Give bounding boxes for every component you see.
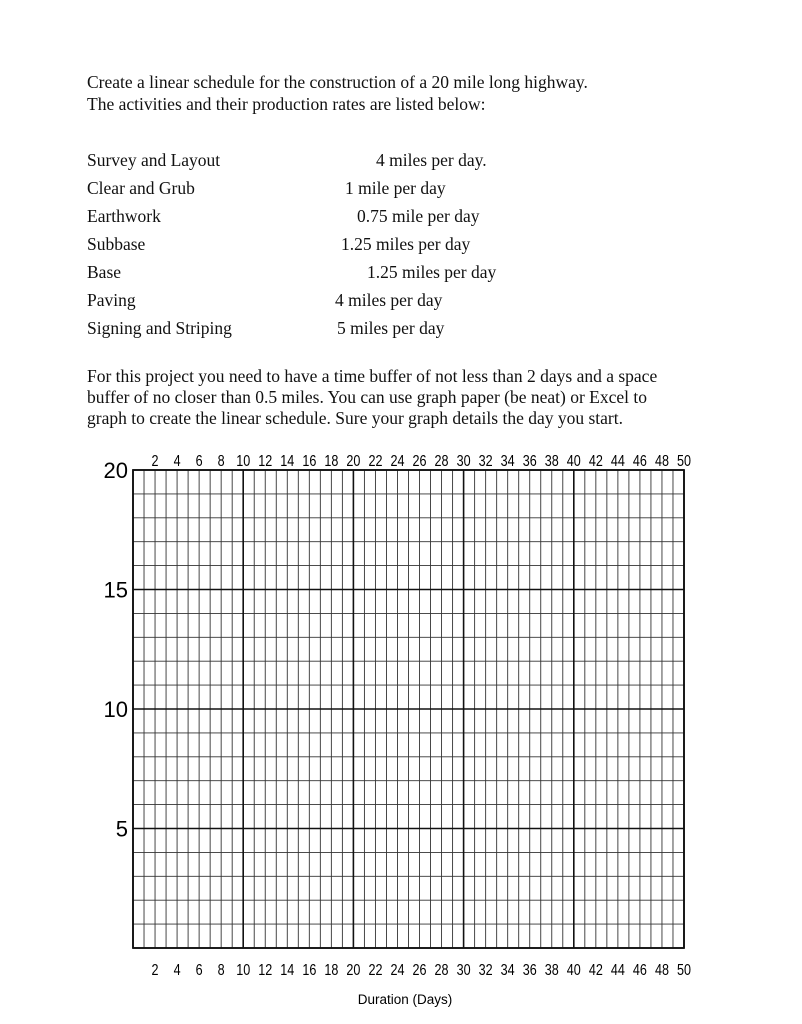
- x-tick-label-bottom: 48: [654, 962, 670, 979]
- activity-name: Clear and Grub: [87, 178, 195, 198]
- y-tick-label: 10: [103, 697, 128, 722]
- x-tick-label-top: 8: [217, 453, 225, 470]
- activity-name: Signing and Striping: [87, 318, 232, 338]
- x-tick-label-top: 40: [566, 453, 581, 470]
- x-tick-label-top: 30: [456, 453, 471, 470]
- x-tick-label-bottom: 14: [280, 962, 295, 979]
- activity-name: Survey and Layout: [87, 150, 221, 170]
- intro-text: [87, 71, 727, 115]
- x-tick-label-bottom: 46: [632, 962, 647, 979]
- y-tick-label: 5: [115, 816, 128, 842]
- x-tick-label-bottom: 18: [324, 962, 339, 979]
- x-tick-label-bottom: 44: [610, 962, 625, 979]
- x-tick-label-top: 20: [346, 453, 361, 470]
- x-tick-label-top: 26: [412, 453, 427, 470]
- x-tick-label-top: 44: [610, 453, 625, 470]
- y-ticks: [104, 458, 128, 842]
- x-tick-label-bottom: 36: [522, 962, 537, 979]
- instructions-line-3: graph to create the linear schedule. Sure your graph details the day you start.: [87, 408, 623, 428]
- x-axis-label: Duration (Days): [357, 992, 453, 1007]
- x-ticks-bottom: [152, 962, 692, 979]
- activity-name: Subbase: [87, 234, 146, 254]
- x-ticks-top: [152, 453, 692, 470]
- x-tick-label-top: 16: [302, 453, 317, 470]
- x-tick-label-bottom: 26: [412, 962, 427, 979]
- x-tick-label-top: 36: [522, 453, 537, 470]
- activity-rate: 4 miles per day: [335, 290, 443, 310]
- x-tick-label-top: 2: [151, 453, 159, 470]
- x-tick-label-bottom: 50: [677, 962, 692, 979]
- x-tick-label-bottom: 28: [434, 962, 449, 979]
- activity-rate: 1 mile per day: [345, 178, 446, 198]
- x-tick-label-top: 14: [280, 453, 295, 470]
- instructions-text: [87, 366, 727, 429]
- x-tick-label-top: 24: [390, 453, 405, 470]
- instructions-line-1: For this project you need to have a time buffer of not less than 2 days and a space: [87, 366, 658, 386]
- x-tick-label-bottom: 22: [368, 962, 383, 979]
- activity-rate: 0.75 mile per day: [357, 206, 480, 226]
- activity-rate: 1.25 miles per day: [367, 262, 497, 282]
- x-tick-label-bottom: 6: [195, 962, 203, 979]
- x-tick-label-top: 50: [677, 453, 692, 470]
- activity-name: Base: [87, 262, 122, 282]
- x-tick-label-bottom: 12: [258, 962, 273, 979]
- x-tick-label-top: 34: [500, 453, 515, 470]
- y-tick-label: 20: [103, 458, 128, 483]
- x-tick-label-bottom: 34: [500, 962, 515, 979]
- x-tick-label-top: 42: [588, 453, 603, 470]
- x-tick-label-top: 10: [236, 453, 251, 470]
- x-tick-label-bottom: 16: [302, 962, 317, 979]
- x-tick-label-bottom: 2: [151, 962, 159, 979]
- x-tick-label-top: 28: [434, 453, 449, 470]
- x-tick-label-bottom: 4: [173, 962, 181, 979]
- activity-rate: 4 miles per day.: [376, 150, 487, 170]
- x-tick-label-top: 46: [632, 453, 647, 470]
- x-tick-label-top: 18: [324, 453, 339, 470]
- x-tick-label-bottom: 32: [478, 962, 493, 979]
- x-tick-label-top: 22: [368, 453, 383, 470]
- x-tick-label-bottom: 40: [566, 962, 581, 979]
- x-tick-label-top: 48: [654, 453, 670, 470]
- activity-name: Paving: [87, 290, 136, 310]
- activity-rate: 5 miles per day: [337, 318, 445, 338]
- activity-name: Earthwork: [87, 206, 161, 226]
- x-tick-label-bottom: 20: [346, 962, 361, 979]
- x-tick-label-top: 4: [173, 453, 181, 470]
- intro-line-2: The activities and their production rates are listed below:: [87, 94, 486, 114]
- x-tick-label-bottom: 30: [456, 962, 471, 979]
- x-tick-label-bottom: 42: [588, 962, 603, 979]
- x-tick-label-top: 32: [478, 453, 493, 470]
- y-tick-label: 15: [103, 577, 128, 603]
- x-tick-label-top: 6: [195, 453, 203, 470]
- instructions-line-2: buffer of no closer than 0.5 miles. You can use graph paper (be neat) or Excel to: [87, 387, 647, 407]
- activity-rate: 1.25 miles per day: [341, 234, 471, 254]
- x-tick-label-bottom: 8: [217, 962, 225, 979]
- x-tick-label-bottom: 10: [236, 962, 251, 979]
- graph-paper-chart: [0, 440, 802, 1024]
- x-tick-label-bottom: 24: [390, 962, 405, 979]
- x-tick-label-top: 38: [544, 453, 559, 470]
- x-tick-label-bottom: 38: [544, 962, 559, 979]
- intro-line-1: Create a linear schedule for the construction of a 20 mile long highway.: [87, 72, 588, 92]
- x-tick-label-top: 12: [258, 453, 273, 470]
